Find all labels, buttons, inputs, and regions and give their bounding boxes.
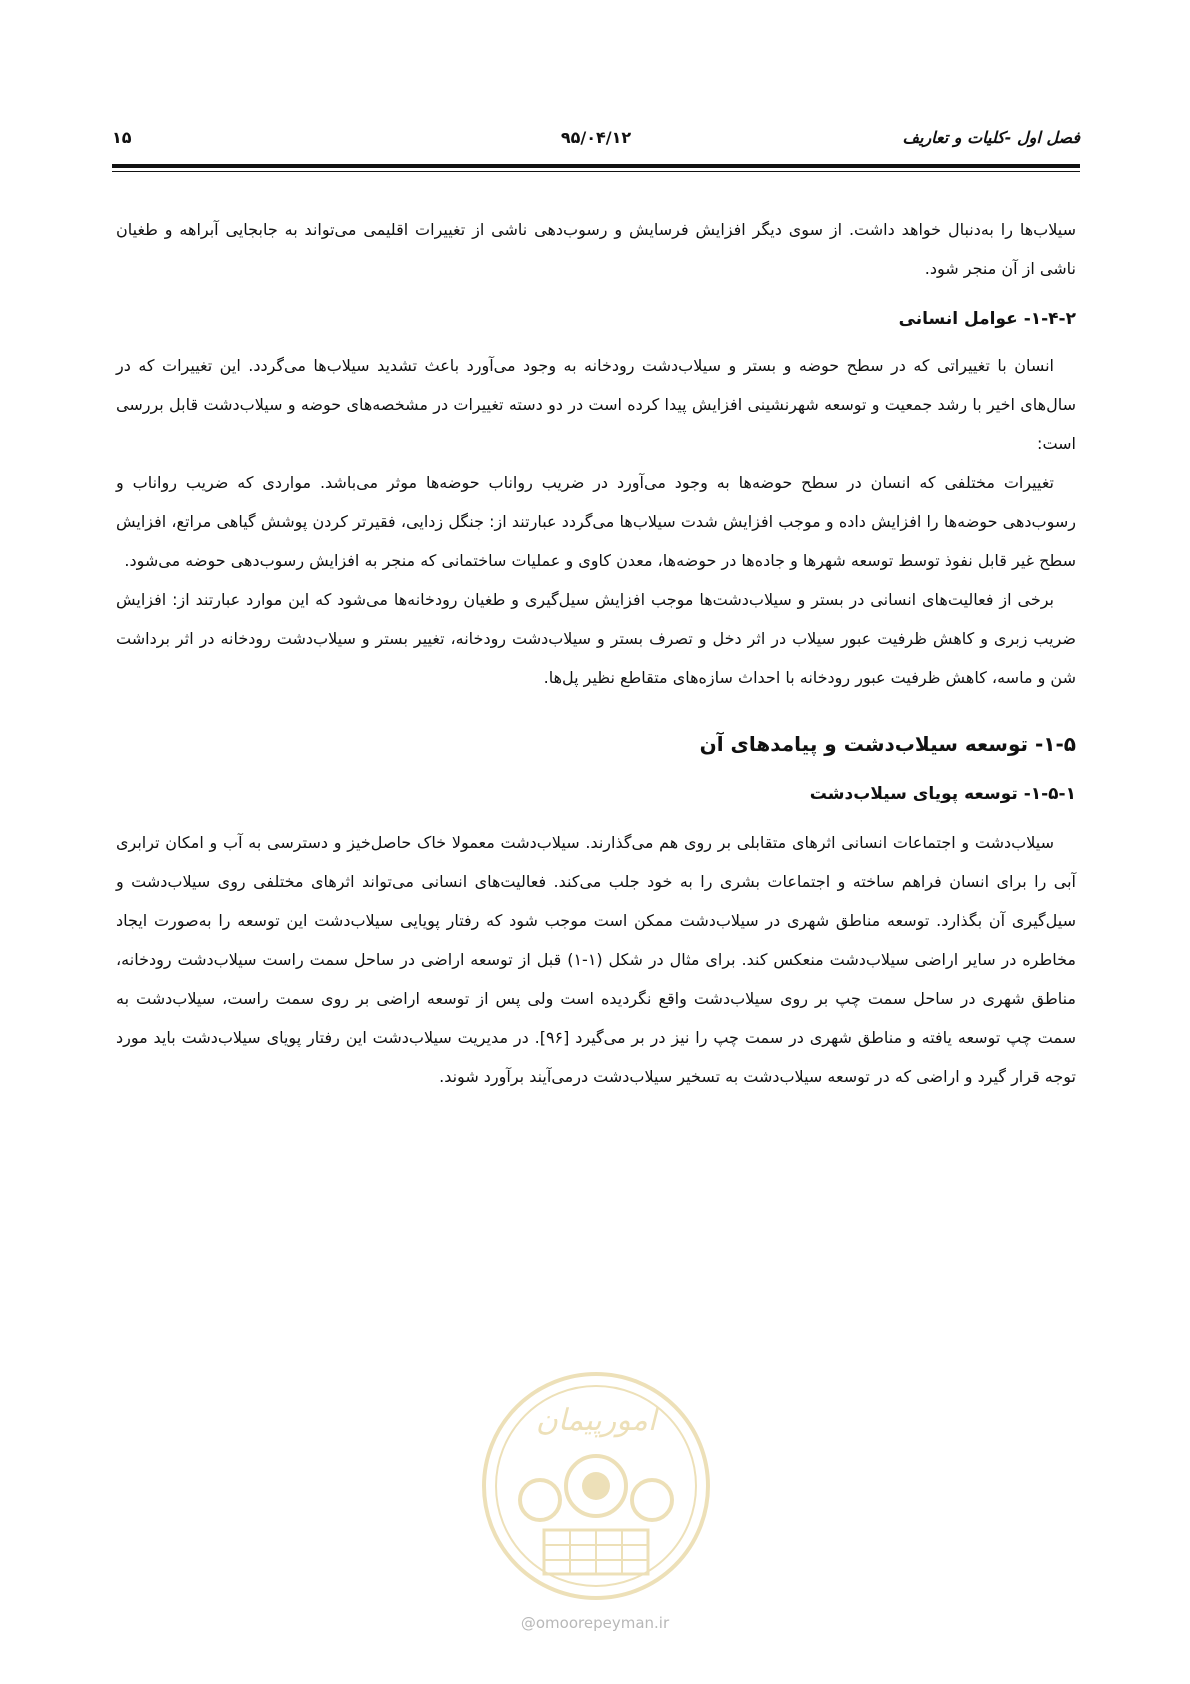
intro-paragraph: سیلاب‌ها را به‌دنبال خواهد داشت. از سوی دیگر افزایش فرسایش و رسوب‌دهی ناشی از تغییرات اقلیمی می‌تواند به جابجایی آبراهه و طغیان ناشی از آن منجر شود. xyxy=(116,220,1076,278)
header-rule-thick xyxy=(112,164,1080,168)
body-text xyxy=(116,210,1076,1096)
page-number: ۱۵ xyxy=(112,128,132,147)
page-header xyxy=(112,128,1080,156)
section-heading-1-5: ۱-۵- توسعه سیلاب‌دشت و پیامدهای آن xyxy=(699,732,1076,756)
paragraph: سیلاب‌دشت و اجتماعات انسانی اثرهای متقابلی بر روی هم می‌گذارند. سیلاب‌دشت معمولا خاک حاصل‌خیز و دسترسی به آب و امکان ترابری آبی را برای انسان فراهم ساخته و اجتماعات بشری را به خود جلب می‌کند. فعالیت‌های انسانی می‌تواند اثرهای مختلفی روی سیلاب‌دشت و سیل‌گیری آن بگذارد. توسعه مناطق شهری در سیلاب‌دشت ممکن است موجب شود که رفتار پویایی سیلاب‌دشت این توسعه را به‌صورت ایجاد مخاطره در سایر اراضی سیلاب‌دشت منعکس کند. برای مثال در شکل (۱-۱) قبل از توسعه اراضی در ساحل سمت راست سیلاب‌دشت رودخانه، مناطق شهری در ساحل سمت چپ بر روی سیلاب‌دشت واقع نگردیده است ولی پس از توسعه اراضی بر روی سمت راست، سیلاب‌دشت به سمت چپ توسعه یافته و مناطق شهری در سمت چپ را نیز در بر می‌گیرد [۹۶]. در مدیریت سیلاب‌دشت این رفتار پویای سیلاب‌دشت باید مورد توجه قرار گیرد و اراضی که در توسعه سیلاب‌دشت به تسخیر سیلاب‌دشت درمی‌آیند برآورد شوند. xyxy=(116,833,1077,1086)
watermark-url: @omoorepeyman.ir xyxy=(520,1614,670,1632)
paragraph: برخی از فعالیت‌های انسانی در بستر و سیلاب‌دشت‌ها موجب افزایش سیل‌گیری و طغیان رودخانه‌ها می‌شود که این موارد عبارتند از: افزایش ضریب زبری و کاهش ظرفیت عبور سیلاب در اثر دخل و تصرف بستر و سیلاب‌دشت رودخانه، تغییر بستر و سیلاب‌دشت رودخانه در اثر برداشت شن و ماسه، کاهش ظرفیت عبور رودخانه با احداث سازه‌های متقاطع نظیر پل‌ها. xyxy=(116,590,1076,687)
header-rule-thin xyxy=(112,171,1080,172)
watermark-logo-text: امورپیمان xyxy=(535,1403,657,1438)
paragraph: تغییرات مختلفی که انسان در سطح حوضه‌ها به وجود می‌آورد در ضریب رواناب حوضه‌ها موثر می‌باشد. مواردی که ضریب رواناب و رسوب‌دهی حوضه‌ها را افزایش داده و موجب افزایش شدت سیلاب‌ها می‌گردد عبارتند از: جنگل زدایی، فقیرتر کردن پوشش گیاهی مراتع، افزایش سطح غیر قابل نفوذ توسط توسعه شهرها و جاده‌ها در حوضه‌ها، معدن کاوی و عملیات ساختمانی که منجر به افزایش رسوب‌دهی حوضه می‌شود. xyxy=(116,473,1076,570)
watermark-logo xyxy=(478,1368,714,1604)
chapter-title: فصل اول -کلیات و تعاریف xyxy=(902,128,1080,147)
section-heading-1-4-2: ۱-۴-۲- عوامل انسانی xyxy=(898,309,1076,329)
section-heading-1-5-1: ۱-۵-۱- توسعه پویای سیلاب‌دشت xyxy=(809,784,1076,804)
paragraph: انسان با تغییراتی که در سطح حوضه و بستر و سیلاب‌دشت رودخانه به وجود می‌آورد باعث تشدید سیلاب‌ها می‌گردد. این تغییرات که در سال‌های اخیر با رشد جمعیت و توسعه شهرنشینی افزایش پیدا کرده است در دو دسته تغییرات در مشخصه‌های حوضه و سیلاب‌دشت قابل بررسی است: xyxy=(116,356,1076,453)
header-date: ۹۵/۰۴/۱۲ xyxy=(560,128,632,147)
